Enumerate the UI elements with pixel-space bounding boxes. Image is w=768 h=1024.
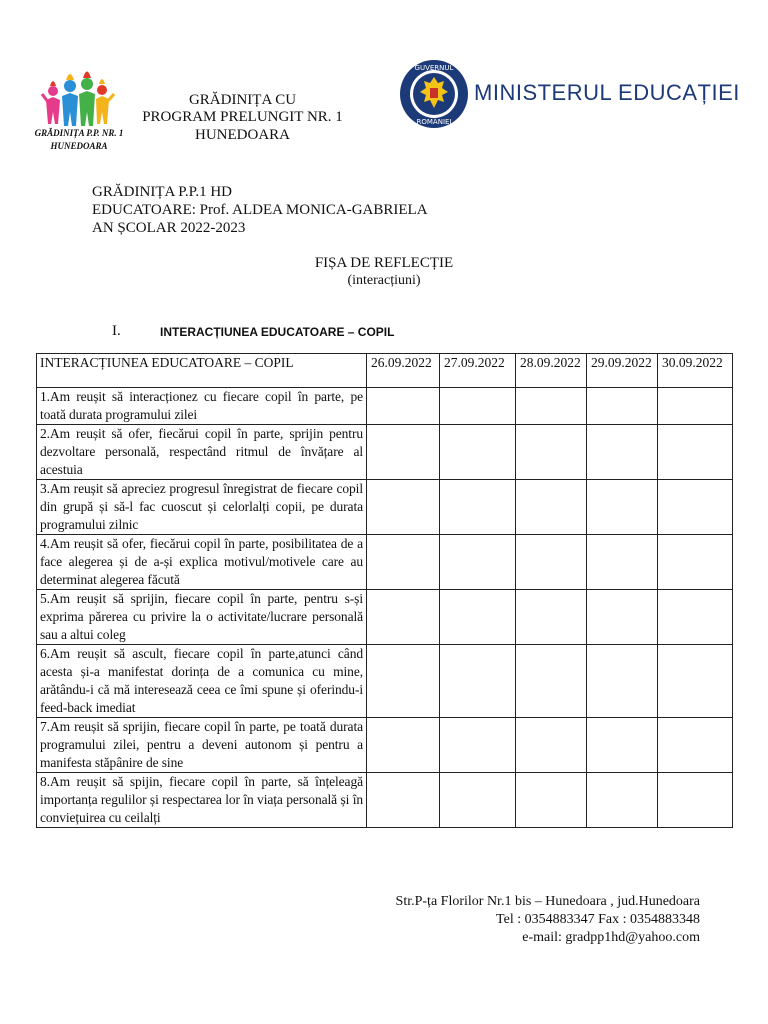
criterion-cell: 4.Am reușit să ofer, fiecărui copil în parte, posibilitatea de a face alegerea și de a-și explica motivul/motivele care au determinat alegerea făcută [37,535,367,590]
mark-cell[interactable] [587,480,658,535]
mark-cell[interactable] [440,425,516,480]
table-row [37,590,733,645]
date-header-cell: 27.09.2022 [440,354,516,388]
mark-cell[interactable] [658,773,733,828]
mark-cell[interactable] [367,480,440,535]
mark-cell[interactable] [367,590,440,645]
mark-cell[interactable] [587,773,658,828]
kindergarten-name-line-2: PROGRAM PRELUNGIT NR. 1 [142,109,343,125]
mark-cell[interactable] [658,718,733,773]
table-row [37,718,733,773]
mark-cell[interactable] [516,535,587,590]
table-row [37,535,733,590]
page-title: FIȘA DE REFLECȚIE [314,255,454,271]
ministry-name: MINISTERUL EDUCAȚIEI [474,80,740,105]
criterion-cell: 3.Am reușit să apreciez progresul înregistrat de fiecare copil din grupă și să-l fac cuoscut și celorlalți copii, pe durata programului zilnic [37,480,367,535]
mark-cell[interactable] [440,480,516,535]
school-year: AN ȘCOLAR 2022-2023 [92,220,246,236]
mark-cell[interactable] [516,718,587,773]
footer-address: Str.P-ța Florilor Nr.1 bis – Hunedoara , jud.Hunedoara [395,894,700,909]
page-subtitle: (interacțiuni) [347,273,421,288]
criterion-cell: 2.Am reușit să ofer, fiecărui copil în parte, sprijin pentru dezvoltare personală, respectând ritmul de învățare al acestuia [37,425,367,480]
criterion-cell: 8.Am reușit să spijin, fiecare copil în parte, să înțeleagă importanța regulilor și respectarea lor în viața personală și în conviețuirea cu ceilalți [37,773,367,828]
table-header-cell: INTERACȚIUNEA EDUCATOARE – COPIL [37,354,367,388]
mark-cell[interactable] [367,425,440,480]
mark-cell[interactable] [658,480,733,535]
logo-caption-line-2: HUNEDOARA [50,141,108,151]
mark-cell[interactable] [587,535,658,590]
mark-cell[interactable] [587,425,658,480]
mark-cell[interactable] [587,388,658,425]
kindergarten-name-line-3: HUNEDOARA [195,127,290,143]
mark-cell[interactable] [367,773,440,828]
criterion-cell: 6.Am reușit să ascult, fiecare copil în parte,atunci când acesta și-a manifestat dorința de a comunica cu mine, arătându-i că mă interesează ceea ce îmi spune și oferindu-i feed-back imediat [37,645,367,718]
table-row [37,425,733,480]
mark-cell[interactable] [440,645,516,718]
mark-cell[interactable] [367,535,440,590]
kindergarten-name-line-1: GRĂDINIȚA CU [188,92,297,108]
mark-cell[interactable] [516,480,587,535]
table-row [37,480,733,535]
date-header-cell: 28.09.2022 [516,354,587,388]
mark-cell[interactable] [367,388,440,425]
mark-cell[interactable] [587,590,658,645]
mark-cell[interactable] [440,773,516,828]
mark-cell[interactable] [658,590,733,645]
mark-cell[interactable] [440,535,516,590]
mark-cell[interactable] [658,388,733,425]
mark-cell[interactable] [658,425,733,480]
table-row [37,645,733,718]
mark-cell[interactable] [440,590,516,645]
date-header-cell: 29.09.2022 [587,354,658,388]
footer-email[interactable]: e-mail: gradpp1hd@yahoo.com [522,930,700,945]
table-header-row [37,354,733,388]
mark-cell[interactable] [367,718,440,773]
table-row [37,773,733,828]
reflection-table [36,353,733,828]
mark-cell[interactable] [587,645,658,718]
mark-cell[interactable] [658,645,733,718]
mark-cell[interactable] [367,645,440,718]
criterion-cell: 5.Am reușit să sprijin, fiecare copil în parte, pentru s-și exprima părerea cu privire la o activitate/lucrare personală sau a altui coleg [37,590,367,645]
teacher-name: EDUCATOARE: Prof. ALDEA MONICA-GABRIELA [92,202,428,218]
mark-cell[interactable] [440,718,516,773]
mark-cell[interactable] [516,425,587,480]
mark-cell[interactable] [658,535,733,590]
mark-cell[interactable] [440,388,516,425]
date-header-cell: 26.09.2022 [367,354,440,388]
logo-caption-line-1: GRĂDINIȚA P.P. NR. 1 [34,128,124,138]
mark-cell[interactable] [587,718,658,773]
mark-cell[interactable] [516,590,587,645]
school-name: GRĂDINIȚA P.P.1 HD [92,184,233,200]
section-title: INTERACȚIUNEA EDUCATOARE – COPIL [160,325,395,339]
mark-cell[interactable] [516,645,587,718]
mark-cell[interactable] [516,773,587,828]
svg-text:ROMÂNIEI: ROMÂNIEI [416,118,452,126]
mark-cell[interactable] [516,388,587,425]
criterion-cell: 7.Am reușit să sprijin, fiecare copil în parte, pe toată durata programului zilei, pentru a deveni autonom și pentru a manifesta stăpânire de sine [37,718,367,773]
section-number: I. [112,323,121,339]
criterion-cell: 1.Am reușit să interacționez cu fiecare copil în parte, pe toată durata programului zilei [37,388,367,425]
government-seal-icon [398,58,470,130]
svg-text:GUVERNUL: GUVERNUL [414,64,454,72]
date-header-cell: 30.09.2022 [658,354,733,388]
footer-phone: Tel : 0354883347 Fax : 0354883348 [496,912,700,927]
table-row [37,388,733,425]
